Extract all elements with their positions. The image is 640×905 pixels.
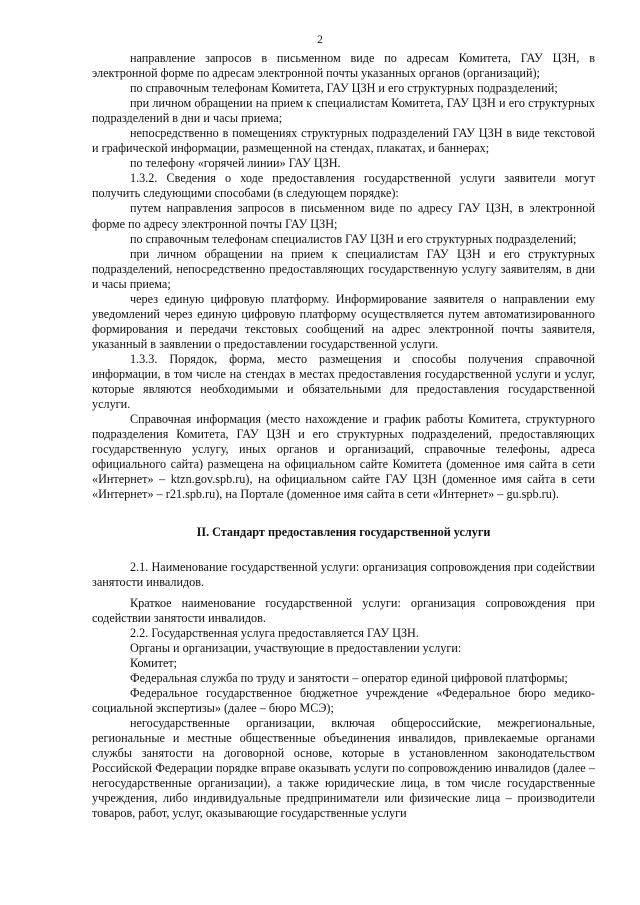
paragraph: Федеральная служба по труду и занятости – оператор единой цифровой платформы; bbox=[130, 670, 568, 685]
paragraph: Органы и организации, участвующие в предоставлении услуги: bbox=[130, 640, 462, 655]
paragraph: 2.2. Государственная услуга предоставляется ГАУ ЦЗН. bbox=[130, 625, 419, 640]
paragraph: направление запросов в письменном виде по адресам Комитета, ГАУ ЦЗН, в электронной форме по адресам электронной почты указанных органов (организаций); bbox=[92, 51, 595, 81]
paragraph: Краткое наименование государственной услуги: организация сопровождения при содействии занятости инвалидов. bbox=[92, 595, 595, 625]
paragraph: при личном обращении на прием к специалистам ГАУ ЦЗН и его структурных подразделений, непосредственно предоставляющих государственную услугу заявителям, в дни и часы приема; bbox=[92, 246, 595, 291]
paragraph: по справочным телефонам Комитета, ГАУ ЦЗН и его структурных подразделений; bbox=[130, 81, 558, 96]
paragraph: 1.3.3. Порядок, форма, место размещения и способы получения справочной информации, в том числе на стендах в местах предоставления государственной услуги и услуг, которые являются необходимыми и обязательными для предоставления государственной услуги. bbox=[92, 351, 595, 412]
paragraph: 2.1. Наименование государственной услуги: организация сопровождения при содействии занятости инвалидов. bbox=[92, 560, 595, 590]
document-body bbox=[92, 51, 595, 821]
paragraph: непосредственно в помещениях структурных подразделений ГАУ ЦЗН в виде текстовой и графической информации, размещенной на стендах, плакатах, и баннерах; bbox=[92, 126, 595, 156]
section-heading: II. Стандарт предоставления государственной услуги bbox=[196, 525, 491, 540]
paragraph: по справочным телефонам специалистов ГАУ ЦЗН и его структурных подразделений; bbox=[130, 231, 577, 246]
paragraph: Справочная информация (место нахождение и график работы Комитета, структурного подразделения Комитета, ГАУ ЦЗН и его структурных подразделений, предоставляющих государственную услугу, иных органов и организаций, справочные телефоны, адреса официального сайта) размещена на официальном сайте Комитета (доменное имя сайта в сети «Интернет» – ktzn.gov.spb.ru), на официальном сайте ГАУ ЦЗН (доменное имя сайта в сети «Интернет» – r21.spb.ru), на Портале (доменное имя сайта в сети «Интернет» – gu.spb.ru). bbox=[92, 412, 595, 502]
paragraph: через единую цифровую платформу. Информирование заявителя о направлении ему уведомлений через единую цифровую платформу осуществляется путем автоматизированного формирования и передачи текстовых сообщений на адрес электронной почты заявителя, указанный в заявлении о предоставлении государственной услуги. bbox=[92, 291, 595, 351]
paragraph: при личном обращении на прием к специалистам Комитета, ГАУ ЦЗН и его структурных подразделений в дни и часы приема; bbox=[92, 96, 595, 126]
page-number: 2 bbox=[317, 34, 323, 46]
paragraph: Федеральное государственное бюджетное учреждение «Федеральное бюро медико-социальной экспертизы» (далее – бюро МСЭ); bbox=[92, 685, 595, 715]
paragraph: Комитет; bbox=[130, 655, 178, 670]
paragraph: путем направления запросов в письменном виде по адресу ГАУ ЦЗН, в электронной форме по адресу электронной почты ГАУ ЦЗН; bbox=[92, 201, 595, 231]
paragraph: негосударственные организации, включая общероссийские, межрегиональные, региональные и местные общественные объединения инвалидов, привлекаемые органами службы занятости на договорной основе, которые в установленном законодательством Российской Федерации порядке вправе оказывать услуги по сопровождению инвалидов (далее – негосударственные организации), а также юридические лица, в том числе государственные учреждения, либо индивидуальные предприниматели или физические лица – производители товаров, работ, услуг, оказывающие государственные услуги bbox=[92, 715, 595, 821]
paragraph: по телефону «горячей линии» ГАУ ЦЗН. bbox=[130, 156, 341, 171]
paragraph: 1.3.2. Сведения о ходе предоставления государственной услуги заявители могут получить следующими способами (в следующем порядке): bbox=[92, 171, 595, 201]
